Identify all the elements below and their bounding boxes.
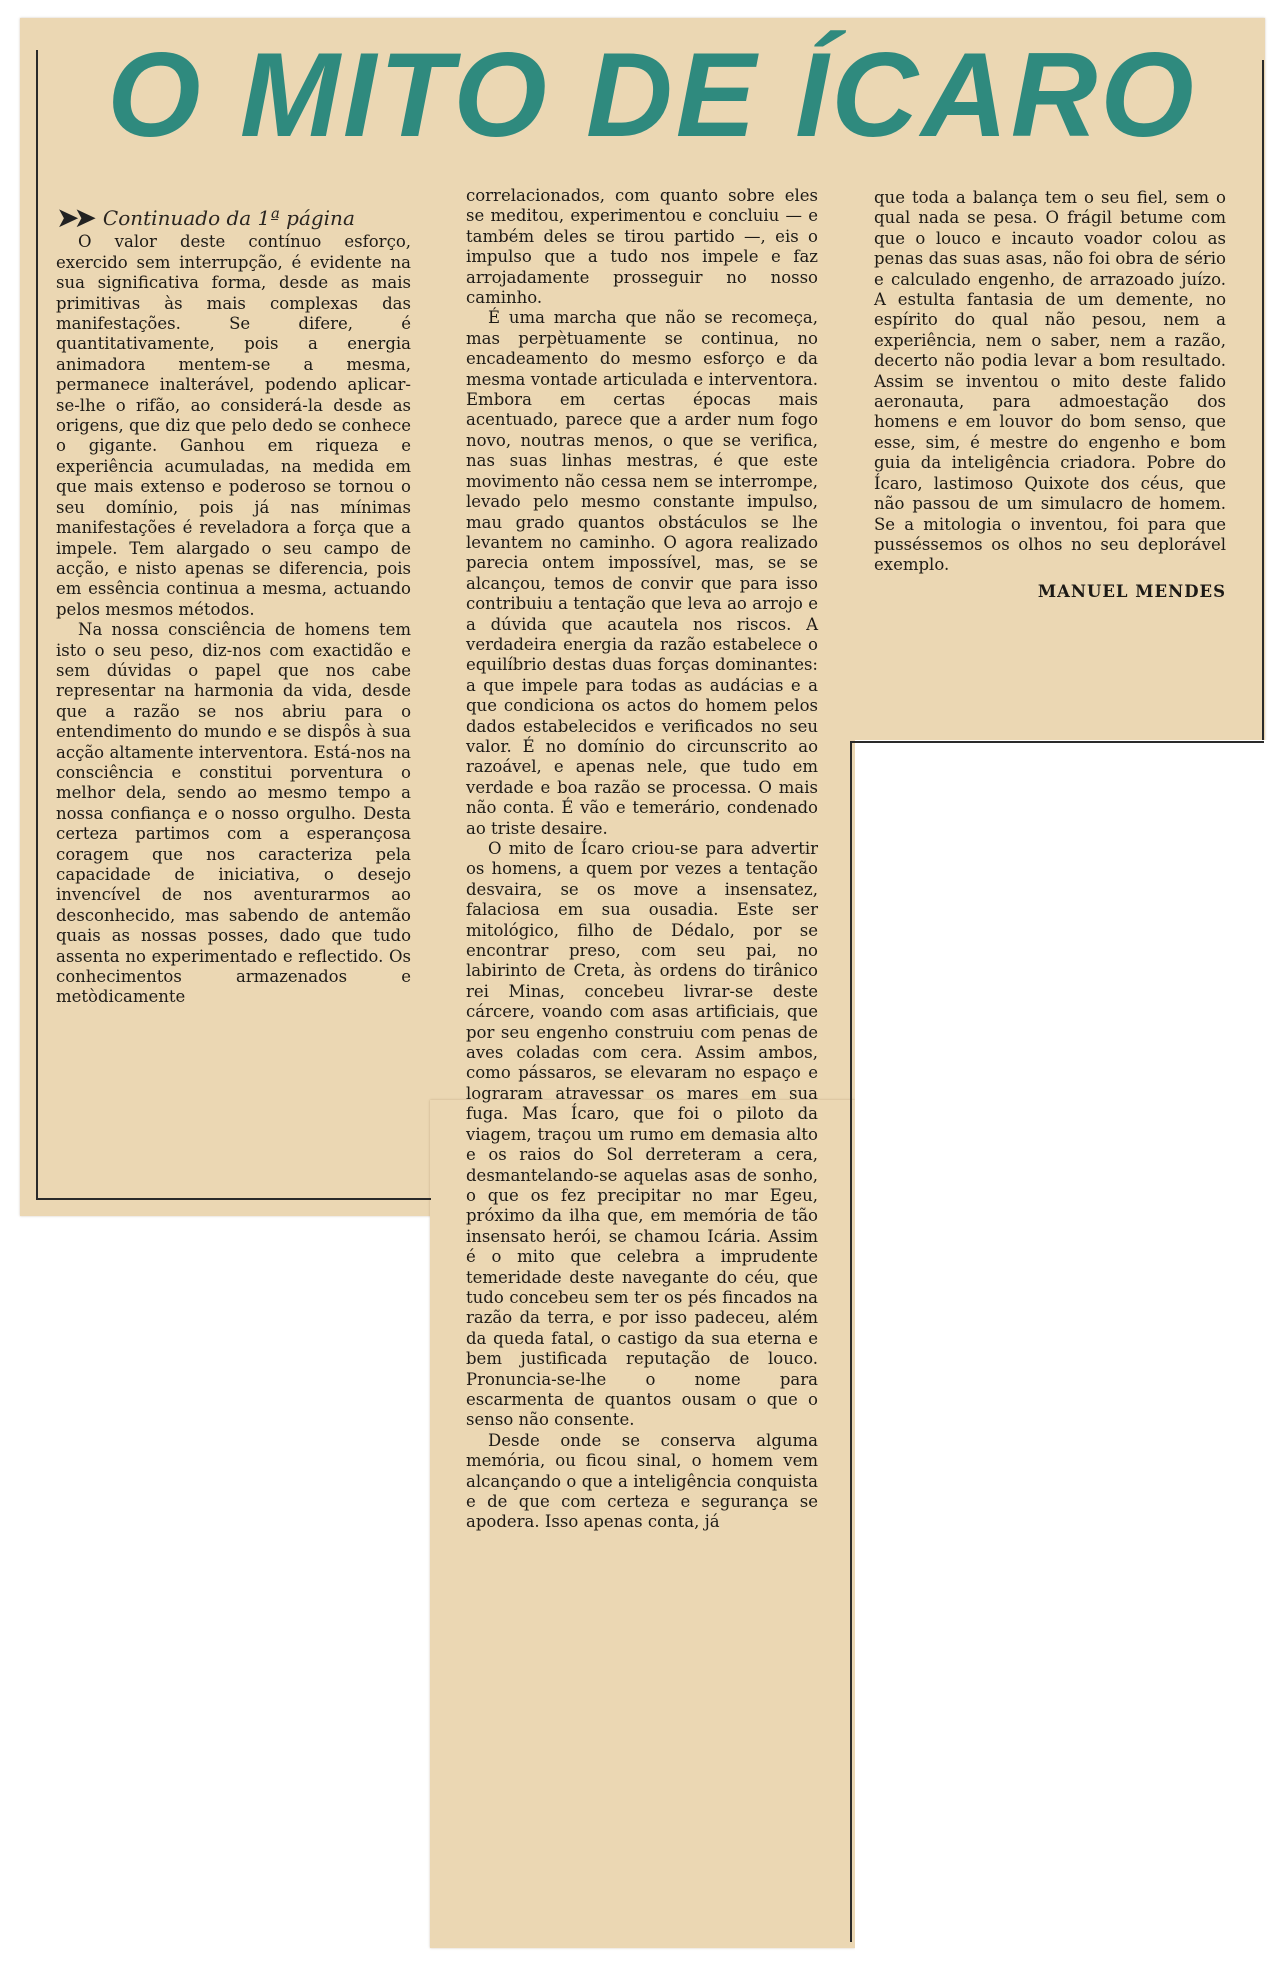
- paragraph: É uma marcha que não se recomeça, mas perpètuamente se continua, no encadeamento do mesmo esforço e da mesma vontade articulada e interventora. Embora em certas épocas mais acentuado, parece que a arder num fogo novo, noutras menos, o que se verifica, nas suas linhas mestras, é que este movimento não cessa nem se interrompe, levado pelo mesmo constante impulso, mau grado quantos obstáculos se lhe levantem no caminho. O agora realizado parecia ontem impossível, mas, se se alcançou, temos de convir que para isso contribuiu a tentação que leva ao arrojo e a dúvida que acautela nos riscos. A verdadeira energia da razão estabelece o equilíbrio destas duas forças dominantes: a que impele para todas as audácias e a que condiciona os actos do homem pelos dados estabelecidos e verificados no seu valor. É no domínio do circunscrito ao razoável, e apenas nele, que tudo em verdade e boa razão se processa. O mais não conta. É vão e temerário, condenado ao triste desaire.: [466, 308, 818, 838]
- article-column-2: [466, 186, 818, 1533]
- paragraph: correlacionados, com quanto sobre eles se meditou, experimentou e concluiu — e também deles se tirou partido —, eis o impulso que a tudo nos impele e faz arrojadamente prosseguir no nosso caminho.: [466, 186, 818, 308]
- horizontal-rule-left: [36, 1198, 431, 1200]
- article-column-1: [56, 201, 411, 1008]
- continued-label: Continuado da 1ª página: [102, 206, 355, 230]
- paragraph: O valor deste contínuo esforço, exercido sem interrupção, é evidente na sua significativa forma, desde as mais primitivas às mais complexas das manifestações. Se difere, é quantitativamente, pois a energia animadora mentem-se a mesma, permanece inalterável, podendo aplicar-se-lhe o rifão, ao considerá-la desde as origens, que diz que pelo dedo se conhece o gigante. Ganhou em riqueza e experiência acumuladas, na medida em que mais extenso e poderoso se tornou o seu domínio, pois já nas mínimas manifestações é reveladora a força que a impele. Tem alargado o seu campo de acção, e nisto apenas se diferencia, pois em essência continua a mesma, actuando pelos mesmos métodos.: [56, 232, 411, 619]
- author-byline: MANUEL MENDES: [1037, 581, 1226, 601]
- horizontal-rule-right: [850, 741, 1264, 743]
- paragraph: Na nossa consciência de homens tem isto o seu peso, diz-nos com exactidão e sem dúvidas o papel que nos cabe representar na harmonia da vida, desde que a razão se nos abriu para o entendimento do mundo e se dispôs à sua acção altamente interventora. Está-nos na consciência e constitui porventura o melhor dela, sendo ao mesmo tempo a nossa confiança e o nosso orgulho. Desta certeza partimos com a esperançosa coragem que nos caracteriza pela capacidade de iniciativa, o desejo invencível de nos aventurarmos ao desconhecido, mas sabendo de antemão quais as nossas posses, dado que tudo assenta no experimentado e reflectido. Os conhecimentos armazenados e metòdicamente: [56, 620, 411, 1007]
- page-background-cutout: [855, 740, 1283, 1970]
- paragraph: que toda a balança tem o seu fiel, sem o qual nada se pesa. O frágil betume com que o louco e incauto voador colou as penas das suas asas, não foi obra de sério e calculado engenho, de arrazoado juízo. A estulta fantasia de um demente, no espírito do qual não pesou, nem a experiência, nem o saber, nem a razão, decerto não podia levar a bom resultado. Assim se inventou o mito deste falido aeronauta, para admoestação dos homens e em louvor do bom senso, que esse, sim, é mestre do engenho e bom guia da inteligência criadora. Pobre do Ícaro, lastimoso Quixote dos céus, que não passou de um simulacro de homem. Se a mitologia o inventou, foi para que pusséssemos os olhos no seu deplorável exemplo.: [874, 188, 1226, 575]
- paragraph: Desde onde se conserva alguma memória, ou ficou sinal, o homem vem alcançando o que a inteligência conquista e de que com certeza e segurança se apodera. Isso apenas conta, já: [466, 1430, 818, 1532]
- paragraph: O mito de Ícaro criou-se para advertir os homens, a quem por vezes a tentação desvaira, se os move a insensatez, falaciosa em sua ousadia. Este ser mitológico, filho de Dédalo, por se encontrar preso, com seu pai, no labirinto de Creta, às ordens do tirânico rei Minas, concebeu livrar-se deste cárcere, voando com asas artificiais, que por seu engenho construiu com penas de aves coladas com cera. Assim ambos, como pássaros, se elevaram no espaço e lograram atravessar os mares em sua fuga. Mas Ícaro, que foi o piloto da viagem, traçou um rumo em demasia alto e os raios do Sol derreteram a cera, desmantelando-se aquelas asas de sonho, o que os fez precipitar no mar Egeu, próximo da ilha que, em memória de tão insensato herói, se chamou Icária. Assim é o mito que celebra a imprudente temeridade deste navegante do céu, que tudo concebeu sem ter os pés fincados na razão da terra, e por isso padeceu, além da queda fatal, o castigo da sua eterna e bem justificada reputação de louco. Pronuncia-se-lhe o nome para escarmenta de quantos ousam o que o senso não consente.: [466, 839, 818, 1430]
- article-column-3: [874, 188, 1226, 602]
- column-rule-middle: [850, 742, 852, 1942]
- continued-note: [56, 201, 411, 234]
- arrow-icon: ➤➤: [56, 201, 91, 234]
- column-rule-left: [36, 50, 38, 1200]
- column-rule-right: [1262, 60, 1264, 740]
- article-headline: O MITO DE ÍCARO: [107, 28, 1197, 162]
